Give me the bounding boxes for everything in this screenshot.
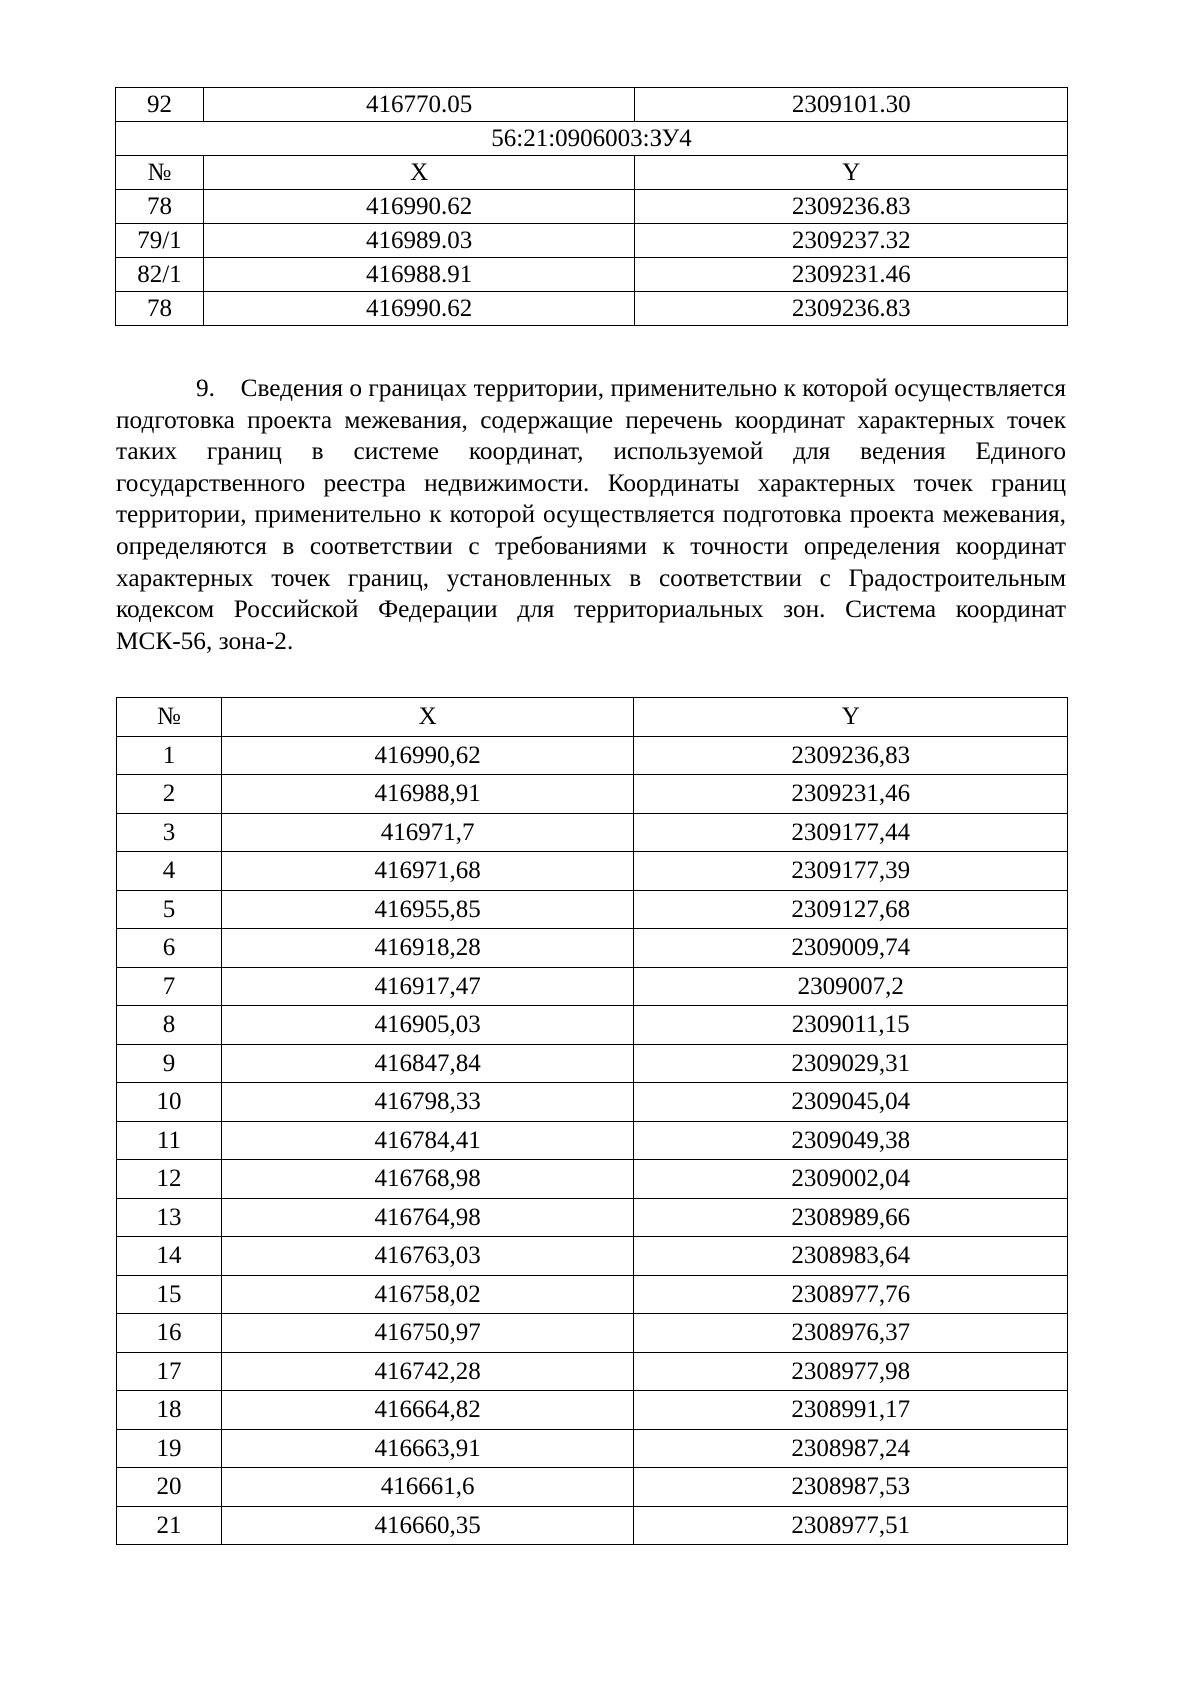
table-row	[117, 1006, 1068, 1045]
table-row	[116, 88, 1068, 122]
y-coordinate-cell: 2308987,24	[634, 1429, 1068, 1468]
x-coordinate-cell: 416988.91	[203, 258, 635, 292]
x-coordinate-cell: 416660,35	[221, 1506, 634, 1545]
parcel-label: 56:21:0906003:ЗУ4	[116, 122, 1068, 156]
point-number-cell: 19	[117, 1429, 222, 1468]
point-number-cell: 7	[117, 967, 222, 1006]
header-number: №	[117, 698, 222, 737]
table-row	[117, 1237, 1068, 1276]
table-row	[117, 890, 1068, 929]
x-coordinate-cell: 416742,28	[221, 1352, 634, 1391]
table-row	[117, 1429, 1068, 1468]
y-coordinate-cell: 2308989,66	[634, 1198, 1068, 1237]
y-coordinate-cell: 2309236,83	[634, 736, 1068, 775]
coordinates-table-main	[116, 697, 1068, 1545]
point-number-cell: 5	[117, 890, 222, 929]
y-coordinate-cell: 2309002,04	[634, 1160, 1068, 1199]
table-row	[117, 1121, 1068, 1160]
x-coordinate-cell: 416917,47	[221, 967, 634, 1006]
point-number-cell: 10	[117, 1083, 222, 1122]
point-number-cell: 11	[117, 1121, 222, 1160]
table-row	[117, 1198, 1068, 1237]
x-coordinate-cell: 416763,03	[221, 1237, 634, 1276]
y-coordinate-cell: 2309237.32	[635, 224, 1068, 258]
table-header-row	[116, 156, 1068, 190]
table-row	[117, 1468, 1068, 1507]
point-number-cell: 92	[116, 88, 204, 122]
point-number-cell: 78	[116, 292, 204, 326]
table-row	[117, 813, 1068, 852]
x-coordinate-cell: 416768,98	[221, 1160, 634, 1199]
point-number-cell: 9	[117, 1044, 222, 1083]
point-number-cell: 82/1	[116, 258, 204, 292]
parcel-label-row	[116, 122, 1068, 156]
y-coordinate-cell: 2308991,17	[634, 1391, 1068, 1430]
table-row	[117, 1083, 1068, 1122]
point-number-cell: 1	[117, 736, 222, 775]
table-body	[116, 190, 1068, 326]
x-coordinate-cell: 416764,98	[221, 1198, 634, 1237]
x-coordinate-cell: 416971,68	[221, 852, 634, 891]
table-row	[117, 1160, 1068, 1199]
table-row	[117, 1044, 1068, 1083]
x-coordinate-cell: 416663,91	[221, 1429, 634, 1468]
x-coordinate-cell: 416990.62	[203, 190, 635, 224]
point-number-cell: 18	[117, 1391, 222, 1430]
x-coordinate-cell: 416798,33	[221, 1083, 634, 1122]
y-coordinate-cell: 2308987,53	[634, 1468, 1068, 1507]
header-y: Y	[634, 698, 1068, 737]
point-number-cell: 6	[117, 929, 222, 968]
y-coordinate-cell: 2308977,98	[634, 1352, 1068, 1391]
table-row	[117, 775, 1068, 814]
table-row	[117, 929, 1068, 968]
point-number-cell: 15	[117, 1275, 222, 1314]
section-9-paragraph: 9. Сведения о границах территории, применительно к которой осуществляется подготовка проекта межевания, содержащие перечень координат характерных точек таких границ в системе координат, используемой для ведения Единого государственного реестра недвижимости. Координаты характерных точек границ территории, применительно к которой осуществляется подготовка проекта межевания, определяются в соответствии с требованиями к точности определения координат характерных точек границ, установленных в соответствии с Градостроительным кодексом Российской Федерации для территориальных зон. Система координат МСК-56, зона-2.	[116, 374, 1066, 655]
point-number-cell: 17	[117, 1352, 222, 1391]
y-coordinate-cell: 2308977,76	[634, 1275, 1068, 1314]
y-coordinate-cell: 2308976,37	[634, 1314, 1068, 1353]
table-row	[116, 190, 1068, 224]
y-coordinate-cell: 2308977,51	[634, 1506, 1068, 1545]
x-coordinate-cell: 416918,28	[221, 929, 634, 968]
x-coordinate-cell: 416990,62	[221, 736, 634, 775]
table-row	[116, 224, 1068, 258]
header-x: X	[203, 156, 635, 190]
table-row	[117, 1391, 1068, 1430]
point-number-cell: 13	[117, 1198, 222, 1237]
table-row	[117, 852, 1068, 891]
header-y: Y	[635, 156, 1068, 190]
y-coordinate-cell: 2309236.83	[635, 292, 1068, 326]
table-row	[116, 292, 1068, 326]
y-coordinate-cell: 2309231,46	[634, 775, 1068, 814]
y-coordinate-cell: 2309045,04	[634, 1083, 1068, 1122]
point-number-cell: 20	[117, 1468, 222, 1507]
x-coordinate-cell: 416758,02	[221, 1275, 634, 1314]
table-body	[117, 736, 1068, 1545]
y-coordinate-cell: 2309236.83	[635, 190, 1068, 224]
y-coordinate-cell: 2309029,31	[634, 1044, 1068, 1083]
x-coordinate-cell: 416988,91	[221, 775, 634, 814]
point-number-cell: 78	[116, 190, 204, 224]
y-coordinate-cell: 2309177,39	[634, 852, 1068, 891]
x-coordinate-cell: 416955,85	[221, 890, 634, 929]
table-row	[117, 1506, 1068, 1545]
point-number-cell: 21	[117, 1506, 222, 1545]
table-row	[117, 1352, 1068, 1391]
table-row	[117, 736, 1068, 775]
point-number-cell: 14	[117, 1237, 222, 1276]
y-coordinate-cell: 2309049,38	[634, 1121, 1068, 1160]
header-number: №	[116, 156, 204, 190]
point-number-cell: 12	[117, 1160, 222, 1199]
x-coordinate-cell: 416661,6	[221, 1468, 634, 1507]
table-row	[117, 967, 1068, 1006]
point-number-cell: 8	[117, 1006, 222, 1045]
y-coordinate-cell: 2309177,44	[634, 813, 1068, 852]
x-coordinate-cell: 416989.03	[203, 224, 635, 258]
x-coordinate-cell: 416971,7	[221, 813, 634, 852]
y-coordinate-cell: 2309009,74	[634, 929, 1068, 968]
table-row	[117, 1275, 1068, 1314]
y-coordinate-cell: 2309101.30	[635, 88, 1068, 122]
point-number-cell: 3	[117, 813, 222, 852]
x-coordinate-cell: 416770.05	[203, 88, 635, 122]
x-coordinate-cell: 416905,03	[221, 1006, 634, 1045]
x-coordinate-cell: 416784,41	[221, 1121, 634, 1160]
table-header-row	[117, 698, 1068, 737]
x-coordinate-cell: 416847,84	[221, 1044, 634, 1083]
point-number-cell: 4	[117, 852, 222, 891]
y-coordinate-cell: 2308983,64	[634, 1237, 1068, 1276]
point-number-cell: 16	[117, 1314, 222, 1353]
x-coordinate-cell: 416750,97	[221, 1314, 634, 1353]
table-row	[116, 258, 1068, 292]
y-coordinate-cell: 2309127,68	[634, 890, 1068, 929]
header-x: X	[221, 698, 634, 737]
point-number-cell: 2	[117, 775, 222, 814]
table-row	[117, 1314, 1068, 1353]
y-coordinate-cell: 2309011,15	[634, 1006, 1068, 1045]
y-coordinate-cell: 2309231.46	[635, 258, 1068, 292]
point-number-cell: 79/1	[116, 224, 204, 258]
coordinates-table-top	[115, 87, 1068, 326]
y-coordinate-cell: 2309007,2	[634, 967, 1068, 1006]
x-coordinate-cell: 416664,82	[221, 1391, 634, 1430]
x-coordinate-cell: 416990.62	[203, 292, 635, 326]
